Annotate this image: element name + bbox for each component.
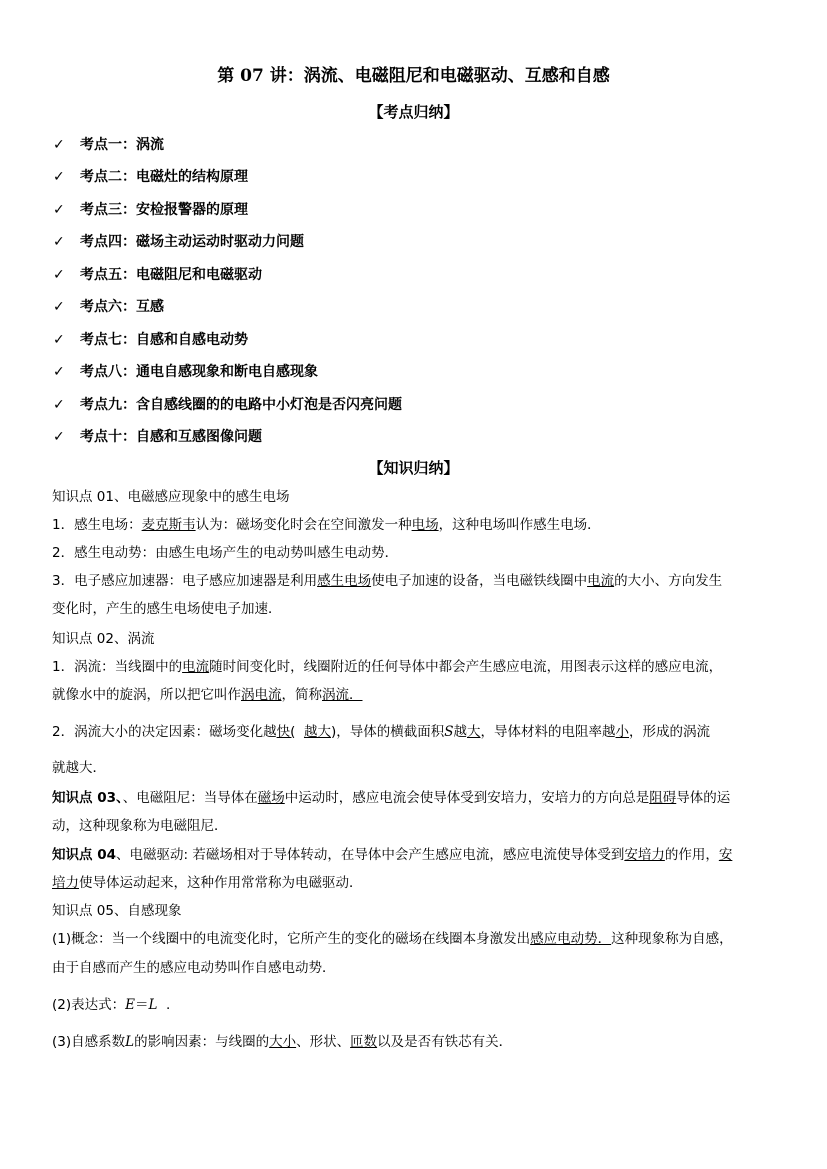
kp02-line1: 1．涡流：当线圈中的电流随时间变化时，线圈附近的任何导体中都会产生感应电流，用图表示这样的感应电流， [52,659,723,675]
kp02-line2: 就像水中的旋涡，所以把它叫作涡电流，简称涡流． [52,687,363,703]
kp03-line2: 动，这种现象称为电磁阻尼． [52,818,228,834]
zhishi-heading: 【知识归纳】 [368,459,459,477]
kp05-line2: 由于自感而产生的感应电动势叫作自感电动势． [52,960,336,976]
check-icon: ✓ [53,299,65,315]
kp04-line1: 知识点 04、电磁驱动: 若磁场相对于导体转动，在导体中会产生感应电流，感应电流使导体受到安培力的作用，安 [52,847,733,863]
kaodian-item: ✓ 考点四：磁场主动运动时驱动力问题 [53,234,304,250]
kp05-line3: (2)表达式：E＝L . [52,997,171,1013]
kp03-line1: 知识点 03、、电磁阻尼：当导体在磁场中运动时，感应电流会使导体受到安培力，安培力的方向总是阻碍导体的运 [52,790,731,806]
check-icon: ✓ [53,202,65,218]
kaodian-item: ✓ 考点九：含自感线圈的的电路中小灯泡是否闪亮问题 [53,397,402,413]
kaodian-item: ✓ 考点五：电磁阻尼和电磁驱动 [53,267,262,283]
kp04-line2: 培力使导体运动起来，这种作用常常称为电磁驱动． [52,875,363,891]
check-icon: ✓ [53,364,65,380]
kaodian-item: ✓ 考点一：涡流 [53,137,164,153]
kp02-line3: 2．涡流大小的决定因素：磁场变化越快( 越大)，导体的横截面积S越大，导体材料的电阻率越小，形成的涡流 [52,724,710,740]
kp01-line1: 1．感生电场：麦克斯韦认为：磁场变化时会在空间激发一种电场，这种电场叫作感生电场． [52,517,601,533]
kp02-title: 知识点 02、涡流 [52,631,155,647]
check-icon: ✓ [53,169,65,185]
check-icon: ✓ [53,332,65,348]
check-icon: ✓ [53,234,65,250]
kp02-line4: 就越大． [52,760,106,776]
kaodian-item: ✓ 考点十：自感和互感图像问题 [53,429,262,445]
kp05-line1: (1)概念：当一个线圈中的电流变化时，它所产生的变化的磁场在线圈本身激发出感应电动势．这种现象称为自感， [52,931,733,947]
kp01-line4: 变化时，产生的感生电场使电子加速． [52,601,282,617]
kaodian-item: ✓ 考点七：自感和自感电动势 [53,332,248,348]
kp05-title: 知识点 05、自感现象 [52,903,182,919]
check-icon: ✓ [53,267,65,283]
kaodian-item: ✓ 考点二：电磁灶的结构原理 [53,169,248,185]
kaodian-item: ✓ 考点三：安检报警器的原理 [53,202,248,218]
kp05-line4: (3)自感系数L的影响因素：与线圈的大小、形状、匝数以及是否有铁芯有关． [52,1034,513,1050]
kp01-line3: 3．电子感应加速器：电子感应加速器是利用感生电场使电子加速的设备，当电磁铁线圈中电流的大小、方向发生 [52,573,723,589]
check-icon: ✓ [53,397,65,413]
kp01-title: 知识点 01、电磁感应现象中的感生电场 [52,489,290,505]
check-icon: ✓ [53,429,65,445]
page-title: 第 07 讲：涡流、电磁阻尼和电磁驱动、互感和自感 [217,66,610,86]
kp01-line2: 2．感生电动势：由感生电场产生的电动势叫感生电动势． [52,545,399,561]
kaodian-heading: 【考点归纳】 [368,103,459,121]
kaodian-item: ✓ 考点六：互感 [53,299,164,315]
check-icon: ✓ [53,137,65,153]
kaodian-item: ✓ 考点八：通电自感现象和断电自感现象 [53,364,318,380]
